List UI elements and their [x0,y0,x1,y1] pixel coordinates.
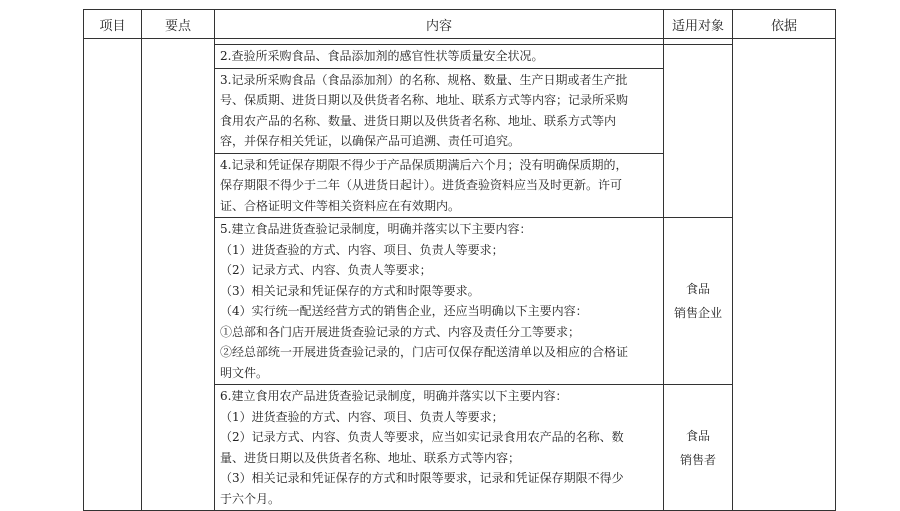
basis-cell [733,39,836,511]
content-line: （1）进货查验的方式、内容、项目、负责人等要求； [220,409,504,424]
header-item: 项目 [84,10,142,39]
content-cell [215,153,664,218]
target-line: 销售企业 [673,306,722,320]
content-line: 5.建立食品进货查验记录制度，明确并落实以下主要内容： [220,222,532,236]
requirements-table [83,9,836,511]
header-content: 内容 [215,10,664,39]
content-line: （3）相关记录和凭证保存的方式和时限等要求，记录和凭证保存期限不得少 [220,471,624,485]
content-line: （4）实行统一配送经营方式的销售企业，还应当明确以下主要内容： [220,304,588,318]
content-line: 号、保质期、进货日期以及供货者名称、地址、联系方式等内容；记录所采购 [220,93,629,107]
content-line: （2）记录方式、内容、负责人等要求，应当如实记录食用农产品的名称、数 [220,430,624,444]
target-cell [664,385,733,511]
header-row [84,10,836,39]
content-line: 于六个月。 [220,491,281,506]
content-line: 容，并保存相关凭证，以确保产品可追溯、责任可追究。 [220,134,521,148]
key-point-cell [142,39,215,511]
content-line: 明文件。 [220,365,269,380]
content-cell [215,385,664,511]
content-line: 3.记录所采购食品（食品添加剂）的名称、规格、数量、生产日期或者生产批 [220,72,628,87]
header-target: 适用对象 [664,10,733,39]
target-line: 食品 [685,428,710,443]
content-line: 6.建立食用农产品进货查验记录制度，明确并落实以下主要内容： [220,389,568,403]
target-cell [664,218,733,385]
content-line: （1）进货查验的方式、内容、项目、负责人等要求； [220,242,504,257]
content-line: 量、进货日期以及供货者名称、地址、联系方式等内容； [220,450,521,465]
content-line: （3）相关记录和凭证保存的方式和时限等要求。 [220,283,480,298]
target-line: 销售者 [679,452,716,467]
content-cell [215,68,664,153]
content-cell [215,218,664,385]
header-basis: 依据 [733,10,836,39]
item-cell [84,39,142,511]
content-line: 证、合格证明文件等相关资料应在有效期内。 [220,198,461,213]
content-line: 保存期限不得少于二年（从进货日起计）。进货查验资料应当及时更新。许可 [220,178,623,192]
content-line: 2.查验所采购食品、食品添加剂的感官性状等质量安全状况。 [220,49,544,63]
target-cell [664,45,733,218]
target-line: 食品 [685,282,710,296]
content-line: ②经总部统一开展进货查验记录的，门店可仅保存配送清单以及相应的合格证 [220,345,629,359]
content-line: 4.记录和凭证保存期限不得少于产品保质期满后六个月；没有明确保质期的， [220,157,628,172]
content-line: 食用农产品的名称、数量、进货日期以及供货者名称、地址、联系方式等内 [220,113,617,128]
content-line: （2）记录方式、内容、负责人等要求； [220,263,432,277]
content-line: ①总部和各门店开展进货查验记录的方式、内容及责任分工等要求； [220,324,581,339]
content-cell [215,45,664,69]
header-key-point: 要点 [142,10,215,39]
